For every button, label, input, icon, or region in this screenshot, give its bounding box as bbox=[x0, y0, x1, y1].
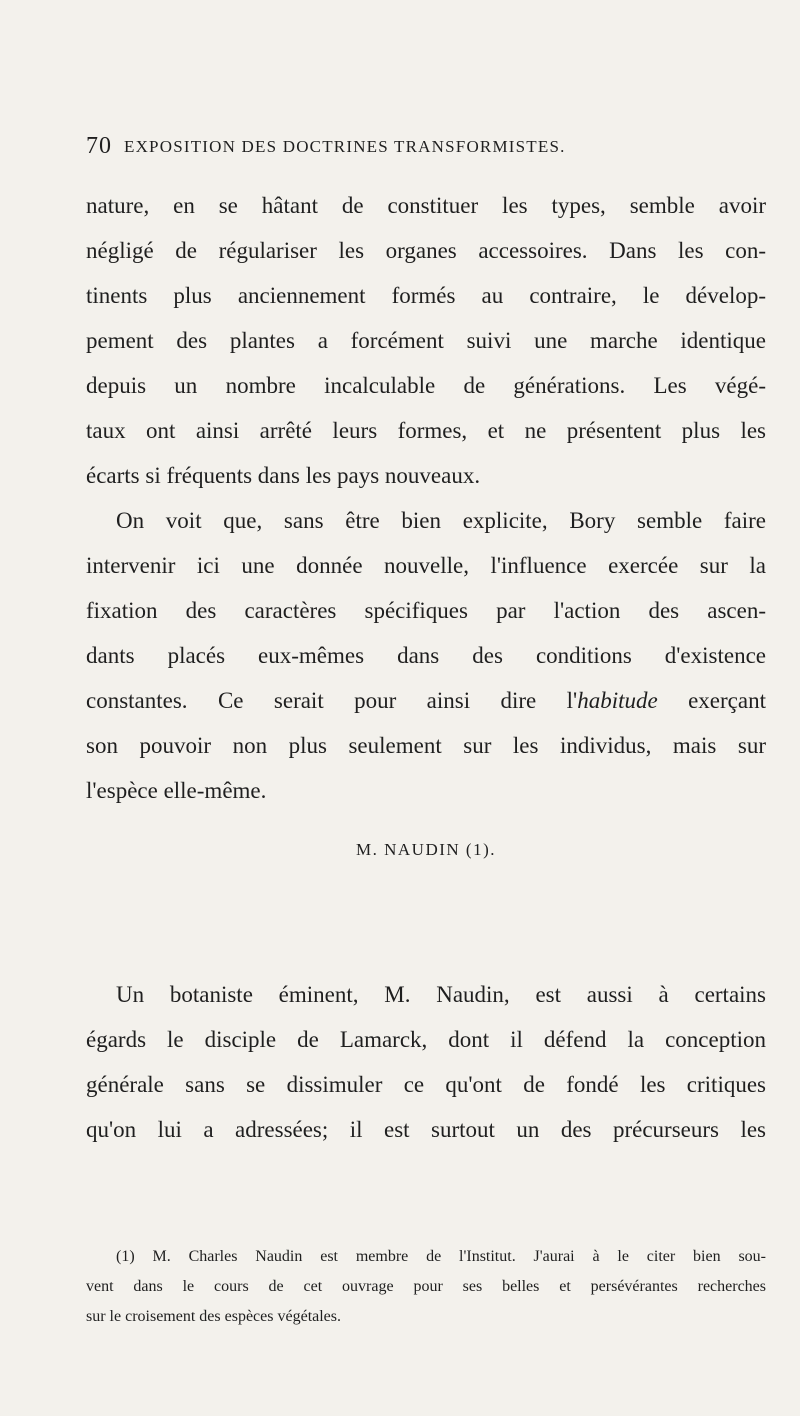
text-line: l'espèce elle-même. bbox=[86, 778, 267, 803]
footnote-line: sur le croisement des espèces végétales. bbox=[86, 1308, 342, 1325]
text-line: qu'on lui a adressées; il est surtout un des précurseurs les bbox=[86, 1117, 766, 1142]
text-line: dants placés eux-mêmes dans des conditions d'existence bbox=[86, 643, 766, 668]
text-line: son pouvoir non plus seulement sur les individus, mais sur bbox=[86, 733, 766, 758]
text-line bbox=[86, 678, 766, 723]
text-line: égards le disciple de Lamarck, dont il défend la conception bbox=[86, 1027, 766, 1052]
section-paragraph bbox=[86, 972, 766, 1152]
text-run: exerçant bbox=[657, 688, 766, 713]
text-line: depuis un nombre incalculable de générations. Les végé- bbox=[86, 373, 766, 398]
text-line: générale sans se dissimuler ce qu'ont de fondé les critiques bbox=[86, 1072, 766, 1097]
paragraph-2 bbox=[86, 498, 766, 813]
running-title: EXPOSITION DES DOCTRINES TRANSFORMISTES. bbox=[124, 137, 566, 156]
page-number: 70 bbox=[86, 133, 112, 159]
section-heading: M. NAUDIN (1). bbox=[356, 840, 496, 859]
footnote bbox=[86, 1242, 766, 1332]
paragraph-1 bbox=[86, 183, 766, 498]
italic-word: habitude bbox=[577, 688, 658, 713]
text-line: On voit que, sans être bien explicite, Bory semble faire bbox=[116, 508, 766, 533]
text-line: taux ont ainsi arrêté leurs formes, et ne présentent plus les bbox=[86, 418, 766, 443]
text-line: Un botaniste éminent, M. Naudin, est aussi à certains bbox=[116, 982, 766, 1007]
footnote-line: vent dans le cours de cet ouvrage pour ses belles et persévérantes recherches bbox=[86, 1278, 766, 1295]
text-line: intervenir ici une donnée nouvelle, l'influence exercée sur la bbox=[86, 553, 766, 578]
text-run: constantes. Ce serait pour ainsi dire l' bbox=[86, 688, 578, 713]
page-header bbox=[86, 133, 706, 163]
text-line: tinents plus anciennement formés au contraire, le dévelop- bbox=[86, 283, 766, 308]
text-line: pement des plantes a forcément suivi une marche identique bbox=[86, 328, 766, 353]
text-line: négligé de régulariser les organes accessoires. Dans les con- bbox=[86, 238, 766, 263]
text-line: écarts si fréquents dans les pays nouveaux. bbox=[86, 463, 481, 488]
text-line: nature, en se hâtant de constituer les types, semble avoir bbox=[86, 193, 766, 218]
text-line: fixation des caractères spécifiques par l'action des ascen- bbox=[86, 598, 766, 623]
main-text bbox=[86, 183, 766, 813]
footnote-line: (1) M. Charles Naudin est membre de l'Institut. J'aurai à le citer bien sou- bbox=[116, 1248, 766, 1265]
